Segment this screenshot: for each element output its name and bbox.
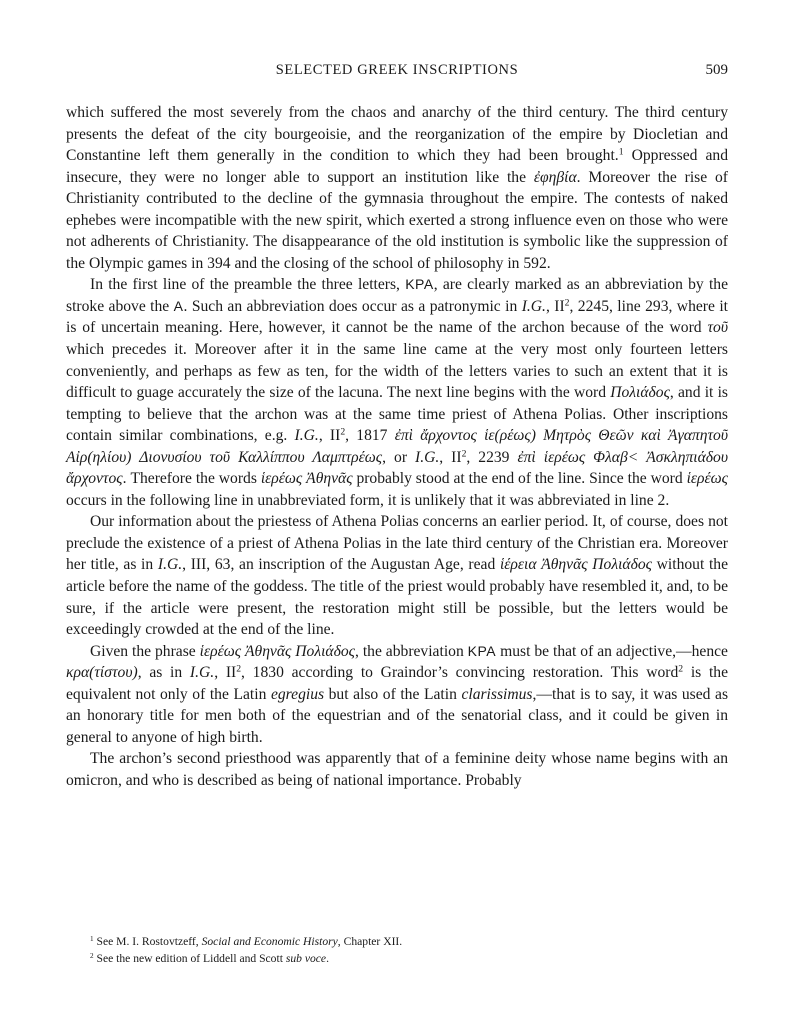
italic-run: clarissimus <box>461 685 533 703</box>
paragraph <box>66 511 728 640</box>
greek-letters: ΚΡΑ <box>405 276 434 293</box>
text-run: , and it is tempting to believe that the archon was at the same time priest of Athena Polias. Other inscriptions contain similar combinations, e.g. <box>66 384 728 445</box>
italic-run: ἐπὶ ἄρχοντος ἱε(ρέως) Μητρὸς Θεῶν καὶ Ἀγαπητοῦ Αἰρ(ηλίου) Διονυσίου τοῦ Καλλίππου Λαμπτρέως <box>66 427 728 466</box>
paragraph <box>66 274 728 511</box>
text-run: Given the phrase <box>90 642 200 660</box>
italic-run: I.G. <box>415 448 440 466</box>
text-run: In the first line of the preamble the three letters, <box>90 276 406 294</box>
paragraph <box>66 102 728 274</box>
page-header <box>66 62 728 86</box>
text-run: which precedes it. Moreover after it in the same line came at the very most only fourteen letters conveniently, and perhaps as few as ten, for the width of the letters varies to such an extent that it is difficult to guage accurately the size of the lacuna. The next line begins with the word <box>66 341 728 402</box>
text-run: , 1817 <box>345 427 395 445</box>
italic-run: ἐπὶ ἱερέως Φλαβ< Ἀσκληπιάδου ἄρχοντος <box>66 448 728 488</box>
text-run: , or <box>382 448 416 466</box>
text-run: ,—that is to say, it was used as an honorary title for men both of the equestrian and of the senatorial class, and it could be given in general to anyone of high birth. <box>66 685 729 746</box>
page-number: 509 <box>705 62 728 78</box>
superscript: 2 <box>90 952 94 961</box>
italic-run: sub voce <box>285 952 327 965</box>
italic-run: ἐφηβία <box>533 168 577 186</box>
running-title: SELECTED GREEK INSCRIPTIONS <box>275 62 519 78</box>
text-run: , 2239 <box>466 448 518 466</box>
superscript: 2 <box>564 297 570 309</box>
text-run: See the new edition of Liddell and Scott <box>93 952 286 965</box>
text-run: , II <box>545 297 565 315</box>
text-run: The archon’s second priesthood was apparently that of a feminine deity whose name begins with an omicron, and who is described as being of national importance. Probably <box>66 750 728 789</box>
text-run: , II <box>318 427 341 445</box>
italic-run: ἱέρεια Ἀθηνᾶς Πολιάδος <box>499 556 652 574</box>
text-run: , the abbreviation <box>355 642 468 660</box>
text-run: , 1830 according to Graindor’s convincing restoration. This word <box>241 664 679 682</box>
text-run: . Therefore the words <box>122 470 261 488</box>
text-run: Oppressed and insecure, they were no longer able to support an institution like the <box>66 147 729 186</box>
italic-run: τοῦ <box>707 319 728 337</box>
text-run: . Moreover the rise of Christianity contributed to the decline of the gymnasia throughout the empire. The contests of naked ephebes were incompatible with the new spirit, which exerted a strong influence even on those who were not adherents of Christianity. The disappearance of the old institution is symbolic like the suppression of the Olympic games in 394 and the closing of the school of philosophy in 592. <box>66 168 728 272</box>
superscript: 2 <box>461 448 467 460</box>
text-run: See M. I. Rostovtzeff, <box>93 935 202 948</box>
text-run: , as in <box>137 664 190 682</box>
superscript: 2 <box>340 426 346 438</box>
text-run: is the equivalent not only of the Latin <box>66 664 729 703</box>
italic-run: ἱερέως Ἀθηνᾶς Πολιάδος <box>199 642 355 660</box>
text-run: , Chapter XII. <box>337 935 403 948</box>
text-run: , are clearly marked as an abbreviation by the stroke above the <box>66 276 728 315</box>
italic-run: Social and Economic History <box>201 935 338 948</box>
text-run: but also of the Latin <box>324 685 462 703</box>
text-run: which suffered the most severely from the chaos and anarchy of the third century. The third century presents the defeat of the city bourgeoisie, and the reorganization of the empire by Diocletian and Constantine left them generally in the condition to which they had been brought. <box>66 104 728 165</box>
text-run: Our information about the priestess of Athena Polias concerns an earlier period. It, of course, does not preclude the existence of a priest of Athena Polias in the late third century of the Christian era. Moreover her title, as in <box>66 513 728 574</box>
superscript: 1 <box>90 935 94 944</box>
italic-run: I.G. <box>521 297 546 315</box>
footnotes <box>90 933 730 967</box>
greek-letters: Α <box>173 297 184 314</box>
text-run: probably stood at the end of the line. Since the word <box>352 470 687 488</box>
italic-run: I.G. <box>294 427 319 445</box>
superscript: 1 <box>618 146 624 158</box>
text-run: , 2245, line 293, where it is of uncertain meaning. Here, however, it cannot be the name of the archon because of the word <box>66 297 728 337</box>
text-run: without the article before the name of the goddess. The title of the priest would probably have resembled it, and, to be sure, if the article were present, the restoration might still be possible, but the letters would be exceedingly crowded at the end of the line. <box>66 556 729 639</box>
greek-letters: ΚΡΑ <box>467 642 497 659</box>
text-run: occurs in the following line in unabbreviated form, it is unlikely that it was abbreviated in line 2. <box>66 491 670 509</box>
italic-run: ἱερέως <box>686 470 729 488</box>
superscript: 2 <box>236 663 242 675</box>
body-text <box>66 102 728 792</box>
text-run: , II <box>439 448 462 466</box>
italic-run: I.G. <box>157 556 183 574</box>
text-run: . Such an abbreviation does occur as a patronymic in <box>183 297 522 315</box>
italic-run: I.G. <box>189 664 215 682</box>
text-run: , III, 63, an inscription of the Augustan Age, read <box>182 556 500 574</box>
paragraph <box>66 641 728 749</box>
paragraph <box>66 748 728 791</box>
italic-run: ἱερέως Ἀθηνᾶς <box>260 470 353 488</box>
italic-run: Πολιάδος <box>610 384 670 402</box>
text-run: must be that of an adjective,—hence <box>496 642 728 660</box>
text-run: . <box>326 952 329 965</box>
footnote <box>90 950 730 967</box>
italic-run: κρα(τίστου) <box>66 664 138 682</box>
text-run: , II <box>214 664 237 682</box>
italic-run: egregius <box>270 685 325 703</box>
superscript: 2 <box>678 663 684 675</box>
footnote <box>90 933 730 950</box>
